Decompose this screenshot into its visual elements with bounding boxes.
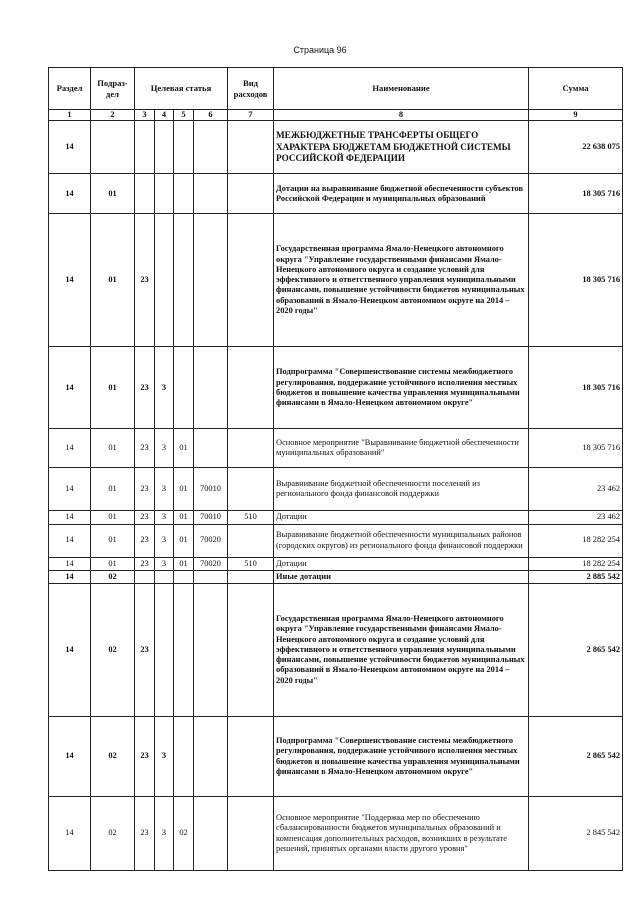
expense-type-cell: [228, 429, 274, 468]
razdel-cell: 14: [49, 468, 91, 511]
podrazdel-cell: 02: [91, 717, 135, 797]
expense-type-cell: [228, 797, 274, 871]
direction-code-cell: [194, 429, 228, 468]
expense-type-cell: [228, 121, 274, 174]
direction-code-cell: [194, 717, 228, 797]
podrazdel-cell: 01: [91, 468, 135, 511]
expense-type-cell: [228, 347, 274, 429]
table-row: [49, 429, 623, 468]
program-code-cell: 23: [135, 557, 155, 570]
razdel-cell: 14: [49, 121, 91, 174]
header-tselevaya-statya: Целевая статья: [135, 68, 228, 110]
razdel-cell: 14: [49, 797, 91, 871]
event-code-cell: [174, 174, 194, 214]
sum-cell: 2 865 542: [529, 584, 623, 717]
sum-cell: 18 305 716: [529, 214, 623, 347]
direction-code-cell: [194, 174, 228, 214]
podrazdel-cell: 01: [91, 214, 135, 347]
column-number-row: [49, 110, 623, 121]
header-naimenovanie: Наименование: [274, 68, 529, 110]
podrazdel-cell: 01: [91, 524, 135, 557]
expense-type-cell: [228, 717, 274, 797]
podrazdel-cell: 02: [91, 570, 135, 583]
table-row: [49, 214, 623, 347]
podrazdel-cell: [91, 121, 135, 174]
podrazdel-cell: 01: [91, 511, 135, 524]
event-code-cell: 02: [174, 797, 194, 871]
expense-type-cell: [228, 570, 274, 583]
col-number: 3: [135, 110, 155, 121]
podrazdel-cell: 01: [91, 429, 135, 468]
col-number: 2: [91, 110, 135, 121]
event-code-cell: [174, 347, 194, 429]
subprogram-code-cell: [155, 174, 174, 214]
razdel-cell: 14: [49, 717, 91, 797]
sum-cell: 18 305 716: [529, 174, 623, 214]
col-number: 5: [174, 110, 194, 121]
table-row: [49, 347, 623, 429]
expense-type-cell: [228, 468, 274, 511]
podrazdel-cell: 02: [91, 797, 135, 871]
name-cell: Выравнивание бюджетной обеспеченности поселений из регионального фонда финансовой поддержки: [274, 468, 529, 511]
subprogram-code-cell: [155, 214, 174, 347]
razdel-cell: 14: [49, 570, 91, 583]
program-code-cell: 23: [135, 584, 155, 717]
direction-code-cell: 70020: [194, 557, 228, 570]
subprogram-code-cell: 3: [155, 429, 174, 468]
direction-code-cell: [194, 797, 228, 871]
subprogram-code-cell: 3: [155, 468, 174, 511]
program-code-cell: 23: [135, 429, 155, 468]
event-code-cell: [174, 584, 194, 717]
subprogram-code-cell: 3: [155, 524, 174, 557]
program-code-cell: [135, 174, 155, 214]
direction-code-cell: [194, 347, 228, 429]
name-cell: Дотации на выравнивание бюджетной обеспеченности субъектов Российской Федерации и муниципальных образований: [274, 174, 529, 214]
direction-code-cell: [194, 121, 228, 174]
subprogram-code-cell: [155, 121, 174, 174]
podrazdel-cell: 01: [91, 557, 135, 570]
name-cell: Государственная программа Ямало-Ненецкого автономного округа "Управление государственными финансами Ямало-Ненецкого автономного округа и создание условий для эффективного и ответственного управления муниципальными финансами, повышение устойчивости бюджетов муниципальных образований в Ямало-Ненецком автономном округе на 2014 – 2020 годы": [274, 214, 529, 347]
budget-table: [48, 67, 623, 871]
header-razdel: Раздел: [49, 68, 91, 110]
col-number: 4: [155, 110, 174, 121]
table-row: [49, 717, 623, 797]
sum-cell: 18 282 254: [529, 557, 623, 570]
razdel-cell: 14: [49, 524, 91, 557]
event-code-cell: [174, 214, 194, 347]
subprogram-code-cell: 3: [155, 557, 174, 570]
sum-cell: 23 462: [529, 511, 623, 524]
subprogram-code-cell: 3: [155, 797, 174, 871]
col-number: 7: [228, 110, 274, 121]
col-number: 8: [274, 110, 529, 121]
expense-type-cell: [228, 584, 274, 717]
sum-cell: 2 845 542: [529, 797, 623, 871]
direction-code-cell: 70020: [194, 524, 228, 557]
name-cell: Дотации: [274, 511, 529, 524]
subprogram-code-cell: 3: [155, 347, 174, 429]
sum-cell: 23 462: [529, 468, 623, 511]
name-cell: МЕЖБЮДЖЕТНЫЕ ТРАНСФЕРТЫ ОБЩЕГО ХАРАКТЕРА БЮДЖЕТАМ БЮДЖЕТНОЙ СИСТЕМЫ РОССИЙСКОЙ ФЕДЕРАЦИИ: [274, 121, 529, 174]
table-row: [49, 570, 623, 583]
razdel-cell: 14: [49, 557, 91, 570]
expense-type-cell: [228, 214, 274, 347]
table-row: [49, 511, 623, 524]
program-code-cell: 23: [135, 468, 155, 511]
podrazdel-cell: 02: [91, 584, 135, 717]
expense-type-cell: 510: [228, 511, 274, 524]
table-row: [49, 524, 623, 557]
col-number: 1: [49, 110, 91, 121]
event-code-cell: 01: [174, 511, 194, 524]
name-cell: Государственная программа Ямало-Ненецкого автономного округа "Управление государственными финансами Ямало-Ненецкого автономного округа и создание условий для эффективного и ответственного управления муниципальными финансами, повышение устойчивости бюджетов муниципальных образований в Ямало-Ненецком автономном округе на 2014 – 2020 годы": [274, 584, 529, 717]
sum-cell: 18 282 254: [529, 524, 623, 557]
program-code-cell: 23: [135, 347, 155, 429]
page-number-label: Страница 96: [293, 45, 347, 55]
event-code-cell: 01: [174, 524, 194, 557]
subprogram-code-cell: [155, 584, 174, 717]
program-code-cell: [135, 570, 155, 583]
razdel-cell: 14: [49, 511, 91, 524]
podrazdel-cell: 01: [91, 347, 135, 429]
name-cell: Выравнивание бюджетной обеспеченности муниципальных районов (городских округов) из регионального фонда финансовой поддержки: [274, 524, 529, 557]
event-code-cell: 01: [174, 557, 194, 570]
event-code-cell: [174, 121, 194, 174]
table-row: [49, 584, 623, 717]
expense-type-cell: [228, 524, 274, 557]
program-code-cell: 23: [135, 524, 155, 557]
direction-code-cell: 70010: [194, 468, 228, 511]
name-cell: Дотации: [274, 557, 529, 570]
subprogram-code-cell: 3: [155, 717, 174, 797]
direction-code-cell: [194, 584, 228, 717]
name-cell: Основное мероприятие "Выравнивание бюджетной обеспеченности муниципальных образований": [274, 429, 529, 468]
col-number: 6: [194, 110, 228, 121]
direction-code-cell: 70010: [194, 511, 228, 524]
expense-type-cell: 510: [228, 557, 274, 570]
name-cell: Подпрограмма "Совершенствование системы межбюджетного регулирования, поддержание устойчивого исполнения местных бюджетов и повышение качества управления муниципальными финансами в Ямало-Ненецком автономном округе": [274, 717, 529, 797]
subprogram-code-cell: [155, 570, 174, 583]
subprogram-code-cell: 3: [155, 511, 174, 524]
direction-code-cell: [194, 570, 228, 583]
event-code-cell: 01: [174, 429, 194, 468]
event-code-cell: [174, 570, 194, 583]
table-row: [49, 121, 623, 174]
program-code-cell: 23: [135, 797, 155, 871]
event-code-cell: 01: [174, 468, 194, 511]
sum-cell: 2 865 542: [529, 717, 623, 797]
direction-code-cell: [194, 214, 228, 347]
name-cell: Подпрограмма "Совершенствование системы межбюджетного регулирования, поддержание устойчивого исполнения местных бюджетов и повышение качества управления муниципальными финансами в Ямало-Ненецком автономном округе": [274, 347, 529, 429]
event-code-cell: [174, 717, 194, 797]
table-body: [49, 121, 623, 871]
expense-type-cell: [228, 174, 274, 214]
table-row: [49, 557, 623, 570]
sum-cell: 2 885 542: [529, 570, 623, 583]
program-code-cell: 23: [135, 214, 155, 347]
razdel-cell: 14: [49, 174, 91, 214]
podrazdel-cell: 01: [91, 174, 135, 214]
name-cell: Иные дотации: [274, 570, 529, 583]
col-number: 9: [529, 110, 623, 121]
header-vid-raskhodov: Вид расходов: [228, 68, 274, 110]
name-cell: Основное мероприятие "Поддержка мер по обеспечению сбалансированности бюджетов муниципальных образований и компенсация дополнительных расходов, возникших в результате решений, принятых органами власти другого уровня": [274, 797, 529, 871]
table-row: [49, 174, 623, 214]
program-code-cell: 23: [135, 717, 155, 797]
header-summa: Сумма: [529, 68, 623, 110]
sum-cell: 18 305 716: [529, 429, 623, 468]
razdel-cell: 14: [49, 214, 91, 347]
sum-cell: 18 305 716: [529, 347, 623, 429]
program-code-cell: [135, 121, 155, 174]
header-row: [49, 68, 623, 110]
table-row: [49, 468, 623, 511]
table-row: [49, 797, 623, 871]
razdel-cell: 14: [49, 584, 91, 717]
header-podrazdel: Подраз-дел: [91, 68, 135, 110]
razdel-cell: 14: [49, 347, 91, 429]
sum-cell: 22 638 075: [529, 121, 623, 174]
program-code-cell: 23: [135, 511, 155, 524]
razdel-cell: 14: [49, 429, 91, 468]
